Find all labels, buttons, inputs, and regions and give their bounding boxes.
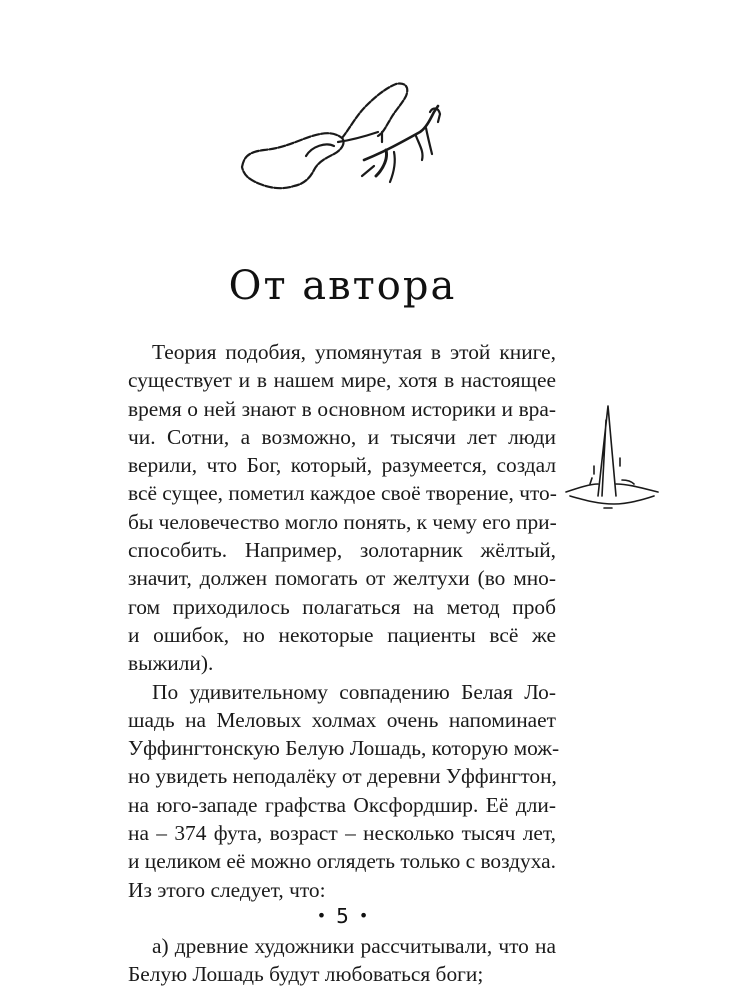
spire-on-mound-icon — [564, 400, 660, 510]
body-text — [128, 338, 560, 989]
paragraph-2 — [128, 678, 560, 904]
text-line: верили, что Бог, который, разумеется, создал — [128, 453, 556, 478]
paragraph-1 — [128, 338, 556, 678]
text-line: всё сущее, пометил каждое своё творение, что- — [128, 481, 557, 506]
bullet-icon: • — [316, 906, 327, 925]
text-line: шадь на Меловых холмах очень напоминает — [128, 707, 556, 732]
text-line: Из этого следует, что: — [128, 877, 326, 902]
text-line: на – 374 фута, возраст – несколько тысяч лет, — [128, 821, 556, 846]
text-line: время о ней знают в основном историки и вра- — [128, 396, 556, 421]
page-number-footer — [0, 904, 685, 928]
page-title: От автора — [228, 262, 457, 309]
text-line: значит, должен помогать от желтухи (во мно- — [128, 566, 556, 591]
text-line: Уффингтонскую Белую Лошадь, которую мож- — [128, 736, 560, 761]
text-line: существует и в нашем мире, хотя в настоящее — [128, 368, 556, 393]
text-line: чи. Сотни, а возможно, и тысячи лет люди — [128, 424, 556, 449]
page-number: 5 — [336, 904, 349, 928]
text-line: и целиком её можно оглядеть только с воздуха. — [128, 849, 557, 874]
text-line: и ошибок, но некоторые пациенты всё же — [128, 622, 556, 647]
text-line: Теория подобия, упомянутая в этой книге, — [152, 340, 556, 364]
text-line: способить. Например, золотарник жёлтый, — [128, 538, 556, 563]
text-line: на юго-западе графства Оксфордшир. Её дли- — [128, 792, 556, 817]
text-line: но увидеть неподалёку от деревни Уффингтон, — [128, 764, 557, 789]
chalk-horse-and-hand-icon — [234, 72, 444, 197]
text-line: По удивительному совпадению Белая Ло- — [152, 679, 556, 704]
text-line: а) древние художники рассчитывали, что на — [152, 933, 556, 958]
text-line: бы человечество могло понять, к чему его при- — [128, 509, 557, 534]
text-line: гом приходилось полагаться на метод проб — [128, 594, 556, 619]
bullet-icon: • — [358, 906, 369, 925]
text-line: Белую Лошадь будут любоваться боги; — [128, 962, 484, 987]
text-line: выжили). — [128, 651, 214, 676]
paragraph-3 — [128, 932, 556, 989]
